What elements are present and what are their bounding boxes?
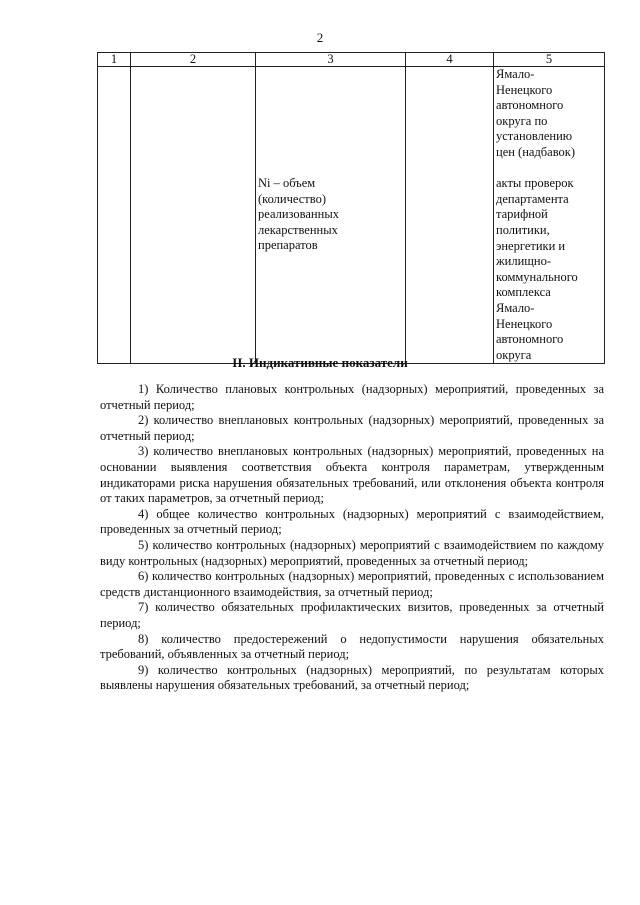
cell-line: тарифной	[496, 207, 548, 222]
indicator-paragraph: 2) количество внеплановых контрольных (надзорных) мероприятий, проведенных за отчетный период;	[100, 413, 604, 443]
cell-line: Ni – объем	[258, 176, 316, 190]
indicator-paragraph: 9) количество контрольных (надзорных) мероприятий, по результатам которых выявлены нарушения обязательных требований, за отчетный период;	[100, 662, 604, 693]
header-cell: 3	[256, 53, 406, 67]
cell-line: округа	[496, 347, 532, 362]
table-header-row	[98, 53, 605, 67]
data-table	[97, 52, 605, 364]
cell-line: Ямало-	[496, 67, 535, 81]
header-cell: 5	[494, 53, 605, 67]
cell-line: автономного	[496, 98, 564, 113]
cell-col3	[256, 67, 406, 364]
cell-col4	[406, 67, 494, 364]
cell-line: автономного	[496, 332, 564, 347]
cell-line: энергетики и	[496, 238, 566, 253]
indicator-paragraph: 4) общее количество контрольных (надзорных) мероприятий с взаимодействием, проведенных за отчетный период;	[100, 506, 604, 537]
cell-line: департамента	[496, 191, 569, 206]
cell-col1	[98, 67, 131, 364]
header-cell: 1	[98, 53, 131, 67]
cell-line: препаратов	[258, 238, 318, 253]
cell-line: жилищно-	[496, 254, 551, 269]
header-cell: 4	[406, 53, 494, 67]
indicators-list	[100, 382, 604, 694]
page-number: 2	[316, 30, 324, 45]
indicator-paragraph: 7) количество обязательных профилактических визитов, проведенных за отчетный период;	[100, 600, 604, 630]
cell-line: политики,	[496, 222, 550, 237]
indicator-paragraph: 1) Количество плановых контрольных (надзорных) мероприятий, проведенных за отчетный период;	[100, 382, 604, 412]
cell-line: Ямало-	[496, 300, 535, 315]
section-heading: II. Индикативные показатели	[232, 355, 408, 370]
cell-line: Ненецкого	[496, 316, 553, 331]
cell-col5	[494, 67, 605, 364]
table-row	[98, 67, 605, 364]
cell-line: комплекса	[496, 285, 551, 300]
cell-line: акты проверок	[496, 176, 574, 191]
indicator-paragraph: 5) количество контрольных (надзорных) мероприятий с взаимодействием по каждому виду контрольных (надзорных) мероприятий, проведенных за отчетный период;	[100, 537, 604, 568]
cell-col2	[131, 67, 256, 364]
cell-line: лекарственных	[258, 222, 338, 237]
header-cell: 2	[131, 53, 256, 67]
cell-line: (количество)	[258, 191, 326, 206]
cell-line: установлению	[496, 129, 573, 144]
indicator-paragraph: 8) количество предостережений о недопустимости нарушения обязательных требований, объявленных за отчетный период;	[100, 631, 604, 662]
cell-line: цен (надбавок)	[496, 144, 576, 159]
indicator-paragraph: 6) количество контрольных (надзорных) мероприятий, проведенных с использованием средств дистанционного взаимодействия, за отчетный период;	[100, 569, 604, 599]
cell-line: округа по	[496, 113, 548, 128]
cell-line: коммунального	[496, 269, 578, 284]
indicator-paragraph: 3) количество внеплановых контрольных (надзорных) мероприятий, проведенных на основании выявления соответствия объекта контроля параметрам, утвержденным индикаторами риска нарушения обязательных требований, или отклонения объекта контроля от таких параметров, за отчетный период;	[100, 444, 604, 506]
cell-line: реализованных	[258, 207, 339, 222]
cell-line: Ненецкого	[496, 82, 553, 97]
